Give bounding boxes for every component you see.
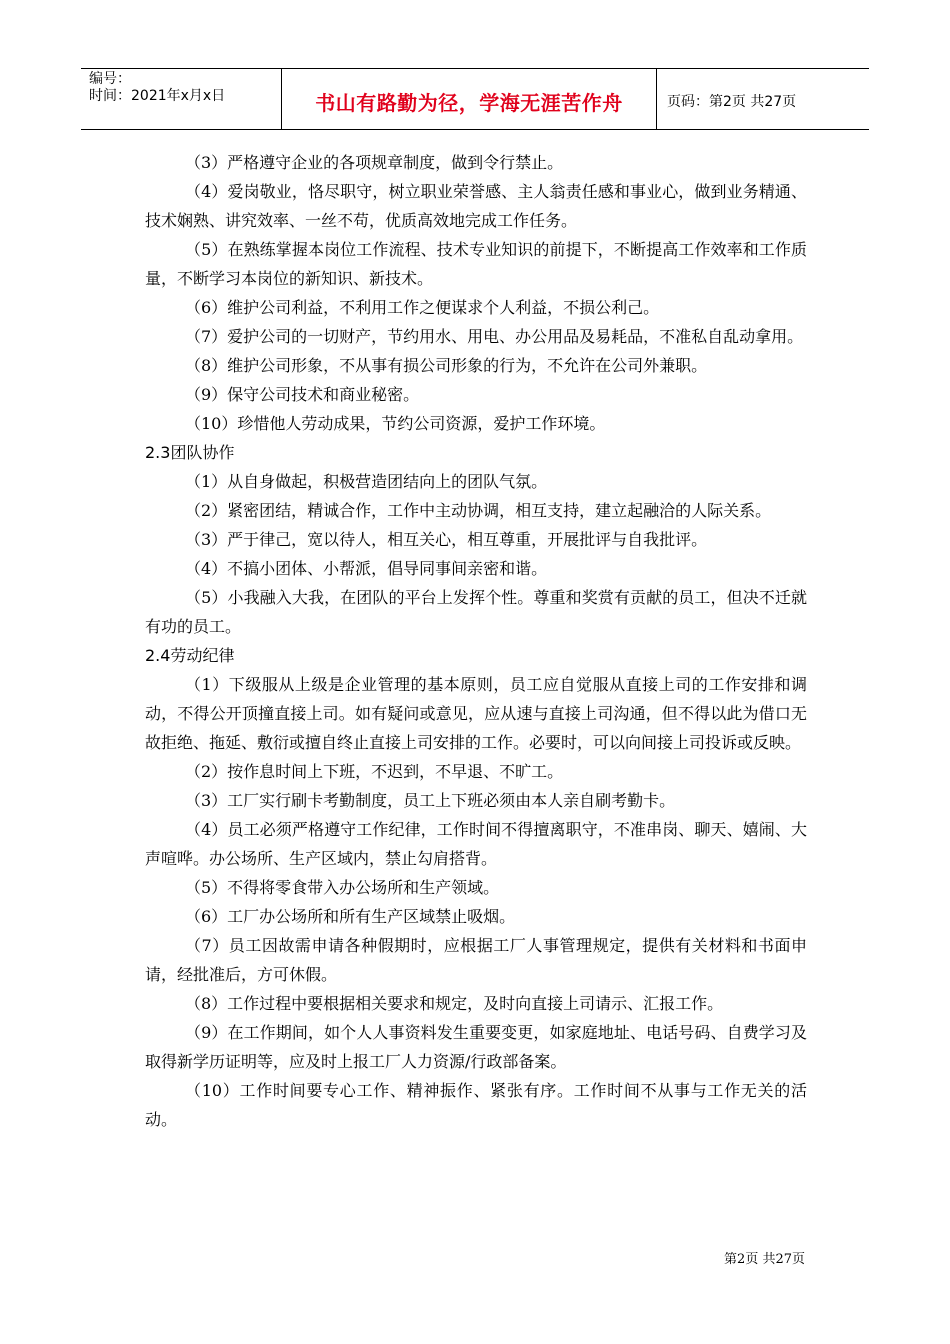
header-meta-cell	[81, 69, 281, 129]
clause-paragraph: （10）工作时间要专心工作、精神振作、紧张有序。工作时间不从事与工作无关的活动。	[145, 1081, 807, 1129]
clause-paragraph: （2）紧密团结，精诚合作，工作中主动协调，相互支持，建立起融洽的人际关系。	[185, 501, 772, 520]
document-time-label: 时间：2021年x月x日	[89, 88, 226, 104]
clause-line: （8）工作过程中要根据相关要求和规定，及时向直接上司请示、汇报工作。	[185, 994, 724, 1013]
section-heading: 2.4劳动纪律	[145, 646, 235, 665]
document-body	[145, 148, 807, 1134]
clause-line: （9）保守公司技术和商业秘密。	[185, 385, 420, 404]
clause-line: （8）维护公司形象，不从事有损公司形象的行为，不允许在公司外兼职。	[185, 356, 708, 375]
page-header	[81, 68, 869, 130]
header-page-cell	[657, 69, 869, 129]
document-number-label: 编号：	[89, 71, 131, 87]
clause-line: （3）严格遵守企业的各项规章制度，做到令行禁止。	[185, 153, 564, 172]
clause-paragraph: （4）员工必须严格遵守工作纪律，工作时间不得擅离职守，不准串岗、聊天、嬉闹、大声喧哗。办公场所、生产区域内，禁止勾肩搭背。	[145, 820, 807, 868]
clause-line: （10）珍惜他人劳动成果，节约公司资源，爱护工作环境。	[185, 414, 606, 433]
clause-line: （3）严于律己，宽以待人，相互关心，相互尊重，开展批评与自我批评。	[185, 530, 708, 549]
clause-line: （5）不得将零食带入办公场所和生产领域。	[185, 878, 500, 897]
clause-paragraph: （1）下级服从上级是企业管理的基本原则，员工应自觉服从直接上司的工作安排和调动，不得公开顶撞直接上司。如有疑问或意见，应从速与直接上司沟通，但不得以此为借口无故拒绝、拖延、敷衍或擅自终止直接上司安排的工作。必要时，可以向间接上司投诉或反映。	[145, 675, 807, 752]
clause-line: （4）不搞小团体、小帮派，倡导同事间亲密和谐。	[185, 559, 548, 578]
clause-paragraph: （7）员工因故需申请各种假期时，应根据工厂人事管理规定，提供有关材料和书面申请，经批准后，方可休假。	[145, 936, 807, 984]
header-page-info: 页码：第2页 共27页	[667, 94, 797, 110]
clause-paragraph: （4）爱岗敬业，恪尽职守，树立职业荣誉感、主人翁责任感和事业心，做到业务精通、技术娴熟、讲究效率、一丝不苟，优质高效地完成工作任务。	[145, 182, 807, 230]
clause-paragraph: （5）小我融入大我，在团队的平台上发挥个性。尊重和奖赏有贡献的员工，但决不迁就有功的员工。	[145, 588, 807, 636]
clause-paragraph: （5）在熟练掌握本岗位工作流程、技术专业知识的前提下，不断提高工作效率和工作质量，不断学习本岗位的新知识、新技术。	[145, 240, 807, 288]
clause-line: （2）按作息时间上下班，不迟到，不早退、不旷工。	[185, 762, 564, 781]
clause-paragraph: （9）在工作期间，如个人人事资料发生重要变更，如家庭地址、电话号码、自费学习及取得新学历证明等，应及时上报工厂人力资源/行政部备案。	[145, 1023, 807, 1071]
clause-line: （6）工厂办公场所和所有生产区域禁止吸烟。	[185, 907, 516, 926]
footer-page-number: 第2页 共27页	[724, 1252, 805, 1267]
clause-line: （6）维护公司利益，不利用工作之便谋求个人利益，不损公利己。	[185, 298, 660, 317]
clause-line: （3）工厂实行刷卡考勤制度，员工上下班必须由本人亲自刷考勤卡。	[185, 791, 676, 810]
clause-paragraph: （7）爱护公司的一切财产，节约用水、用电、办公用品及易耗品，不准私自乱动拿用。	[185, 327, 804, 346]
header-motto: 书山有路勤为径，学海无涯苦作舟	[315, 91, 623, 115]
section-heading: 2.3团队协作	[145, 443, 235, 462]
clause-line: （1）从自身做起，积极营造团结向上的团队气氛。	[185, 472, 548, 491]
header-motto-cell	[281, 69, 657, 129]
